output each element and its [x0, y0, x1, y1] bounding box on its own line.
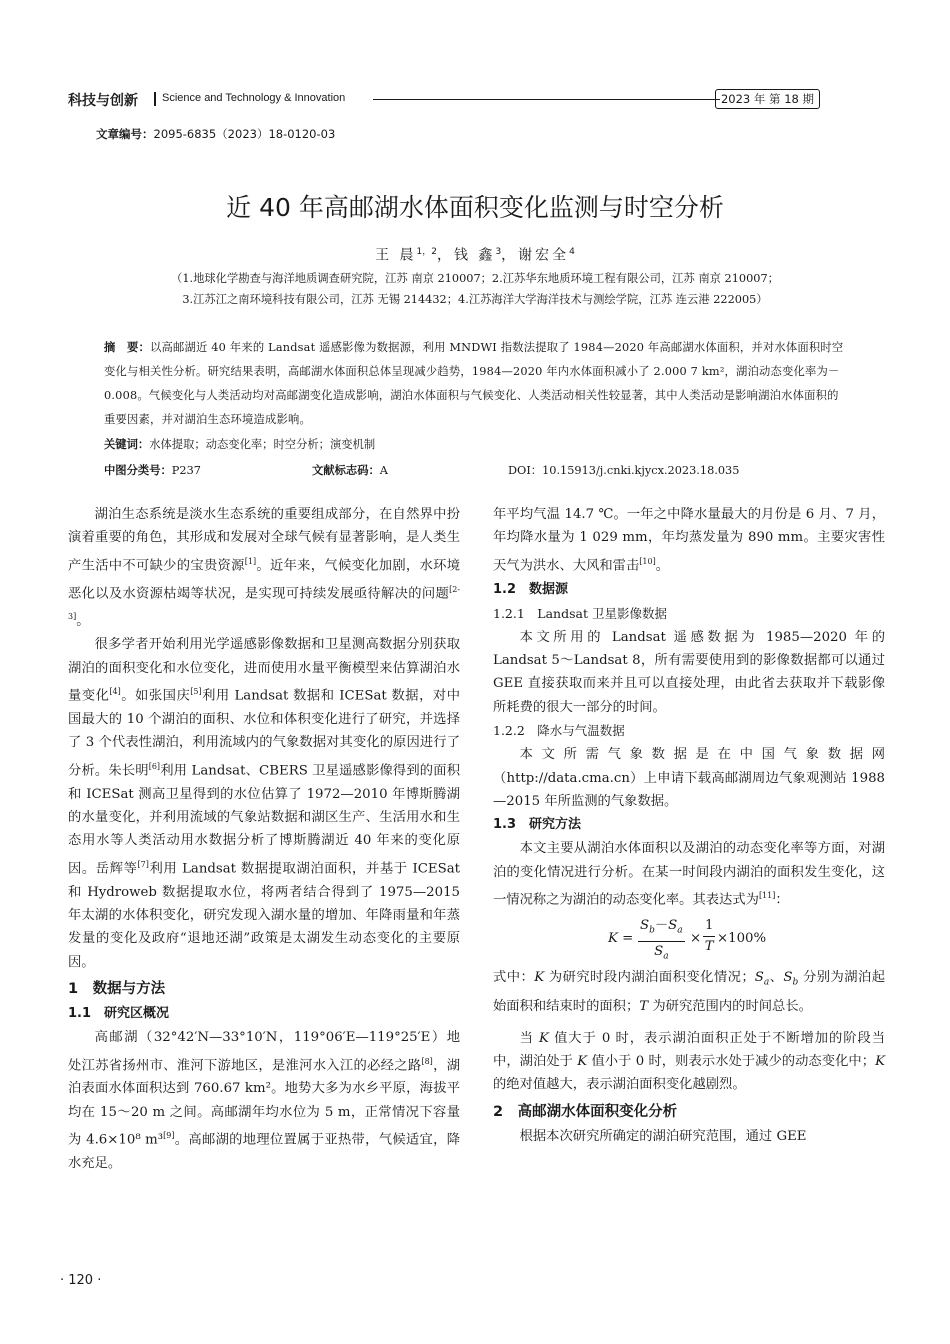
subscript: b: [792, 977, 799, 988]
article-number: [96, 126, 335, 142]
abstract: [104, 336, 844, 432]
citation: [10]: [639, 556, 656, 566]
formula-numerator: 1: [703, 916, 715, 937]
section-heading-1-1: 1.1 研究区概况: [68, 1006, 170, 1022]
text: 值小于 0 时，则表示水处于减少的动态变化中；: [587, 1054, 876, 1069]
formula-denominator: [703, 937, 715, 957]
citation: [6]: [148, 761, 161, 771]
paragraph: [68, 503, 460, 633]
keywords-text: 水体提取；动态变化率；时空分析；演变机制: [149, 438, 376, 451]
formula-sub: a: [663, 951, 669, 962]
text: 很多学者开始利用光学遥感影像数据和卫星测高数据分别获取湖泊的面积变化和水位变化，进而使用水量平衡模型来估算湖泊水量变化: [68, 637, 460, 704]
text: 。: [76, 613, 90, 629]
text: 利用 Landsat 数据和 ICESat 数据，对中国最大的 10 个湖泊的面积、水位和体积变化进行了研究，并选择了 3 个代表性湖泊，利用流域内的气象数据对其变化的原因进行了分析。朱长明: [68, 688, 460, 779]
var-sb: S: [783, 970, 793, 986]
formula-k: K: [608, 931, 618, 947]
keywords: [104, 436, 375, 452]
text: 本文主要从湖泊水体面积以及湖泊的动态变化率等方面，对湖泊的变化情况进行分析。在某一时间段内湖泊的面积发生变化，这一情况称之为湖泊的动态变化率。其表达式为: [493, 841, 885, 908]
text: 。: [655, 558, 669, 574]
section-heading-1: 1 数据与方法: [68, 981, 166, 998]
text: 利用 Landsat、CBERS 卫星遥感影像得到的面积和 ICESat 测高卫星得到的水位估算了 1972—2010 年博斯腾湖的水量变化，并利用流域的气象站数据和湖区生产、生活用水和生态用水等人类活动用水数据分析了博斯腾湖近 40 年来的变化原因。岳辉等: [68, 763, 461, 877]
author-1-affil: 1，2: [416, 247, 437, 257]
abstract-text: 以高邮湖近 40 年来的 Landsat 遥感影像为数据源，利用 MNDWI 指数法提取了 1984—2020 年高邮湖水体面积，并对水体面积时空变化与相关性分析。研究结果表明，高邮湖水体面积总体呈现减少趋势，1984—2020 年内水体面积减小了 2.000 7 km²，湖泊动态变化率为－0.008。气候变化与人类活动均对高邮湖变化造成影响，湖泊水体面积与气候变化、人类活动相关性较显著，其中人类活动是影响湖泊水体面积的重要因素，并对湖泊生态环境造成影响。: [104, 341, 844, 426]
var-t: T: [639, 999, 649, 1015]
citation: [11]: [758, 891, 776, 901]
citation: [8]: [421, 1056, 433, 1066]
author-3: 谢宏全: [518, 247, 570, 264]
author-2: 钱 鑫: [453, 247, 496, 264]
var-k: K: [875, 1054, 885, 1069]
author-list: [0, 244, 950, 265]
journal-name-cn: 科技与创新: [68, 93, 138, 109]
dynamic-change-rate-formula: [493, 912, 885, 966]
citation: [7]: [137, 859, 149, 869]
formula-fraction-1: [638, 916, 685, 966]
journal-name-en: Science and Technology & Innovation: [162, 92, 346, 104]
doc-code-label: 文献标志码：: [312, 464, 380, 477]
journal-header: [68, 90, 820, 112]
paper-title: 近 40 年高邮湖水体面积变化监测与时空分析: [226, 193, 724, 222]
doc-code-value: A: [379, 464, 388, 477]
article-number-label: 文章编号：: [96, 127, 154, 141]
formula-percent: ×100%: [717, 931, 767, 947]
paragraph: [68, 633, 460, 974]
formula-numerator: [638, 916, 685, 942]
clc-value: P237: [171, 464, 201, 477]
formula-fraction-2: [703, 916, 715, 957]
text: 年平均气温 14.7 ℃。一年之中降水量最大的月份是 6 月、7 月，年均降水量为 1 029 mm，年均蒸发量为 890 mm。主要灾害性天气为洪水、大风和雷击: [493, 507, 885, 574]
formula-sub: b: [649, 925, 655, 936]
author-2-affil: 3: [495, 247, 502, 257]
text: 。高邮湖的地理位置属于亚热带，气候适宜，降水充足。: [68, 1132, 461, 1172]
text: 为研究范围内的时间总长。: [648, 999, 812, 1015]
formula-times: ×: [690, 931, 702, 947]
var-k: K: [538, 1030, 549, 1046]
citation: [5]: [190, 687, 202, 697]
section-heading-1-2-1: 1.2.1 Landsat 卫星影像数据: [493, 605, 667, 621]
text: 利用 Landsat 数据提取湖泊面积，并基于 ICESat 和 Hydroweb 数据提取水位，将两者结合得到了 1975—2015 年太湖的水体积变化，研究发现入湖水量的增加、年降雨量和年蒸发量的变化及政府“退地还湖”政策是太湖发生动态变化的主要原因。: [68, 861, 461, 970]
formula-denominator: [638, 942, 685, 967]
text: 。如张国庆: [120, 688, 191, 704]
issue-badge: 2023 年 第 18 期: [715, 89, 820, 109]
text: 式中：: [493, 970, 535, 986]
section-heading-2: 2 高邮湖水体面积变化分析: [493, 1103, 678, 1120]
formula-t: T: [704, 939, 714, 955]
article-number-value: 2095-6835（2023）18-0120-03: [153, 127, 336, 141]
page-number: · 120 ·: [60, 1273, 102, 1288]
affiliation-line-2: 3.江苏江之南环境科技有限公司，江苏 无锡 214432；4.江苏海洋大学海洋技术与测绘学院，江苏 连云港 222005）: [182, 293, 768, 306]
body-right-column: [493, 503, 885, 1148]
var-k: K: [577, 1054, 588, 1069]
author-separator: ，: [436, 247, 454, 264]
formula-sb: S: [640, 918, 650, 934]
section-heading-1-2-2: 1.2.2 降水与气温数据: [493, 723, 625, 739]
abstract-label: 摘 要：: [104, 341, 150, 354]
text: 为研究时段内湖泊面积变化情况；: [544, 970, 755, 986]
formula-sub: a: [677, 925, 683, 936]
keywords-label: 关键词：: [104, 438, 150, 451]
affiliation-line-1: （1.地球化学勘查与海洋地质调查研究院，江苏 南京 210007；2.江苏华东地质环境工程有限公司，江苏 南京 210007；: [171, 272, 779, 285]
paragraph: [493, 503, 885, 578]
citation: [2-3]: [68, 584, 460, 622]
author-separator: ，: [501, 247, 519, 264]
paragraph: 本文所需气象数据是在中国气象数据网（http://data.cma.cn）上申请下载高邮湖周边气象观测站 1988—2015 年所监测的气象数据。: [493, 747, 885, 810]
text: 当: [519, 1030, 539, 1046]
paragraph: [493, 1027, 885, 1097]
formula-sa: S: [654, 943, 664, 959]
header-divider: [154, 92, 156, 106]
text: 。近年来，气候变化加剧，水环境恶化以及水资源枯竭等状况，是实现可持续发展亟待解决的问题: [68, 558, 461, 602]
paragraph: 根据本次研究所确定的湖泊研究范围，通过 GEE: [519, 1128, 807, 1144]
paragraph: [68, 1026, 460, 1175]
text: 值大于 0 时，表示湖泊面积正处于不断增加的阶段当中，湖泊处于: [493, 1030, 885, 1069]
text: 的绝对值越大，表示湖泊面积变化越剧烈。: [493, 1077, 746, 1093]
var-k: K: [534, 970, 545, 986]
subscript: a: [763, 977, 770, 988]
formula-sa: S: [668, 918, 678, 934]
citation: [1]: [244, 556, 257, 566]
clc-field: [104, 462, 201, 478]
formula-minus: －: [654, 918, 669, 934]
author-1: 王 晨: [375, 247, 417, 264]
citation: [4]: [109, 687, 121, 697]
text: 分别为湖泊起始面积和结束时的面积；: [493, 970, 886, 1015]
body-left-column: [68, 503, 460, 1176]
section-heading-1-3: 1.3 研究方法: [493, 817, 582, 833]
paragraph: [493, 837, 885, 912]
text: 高邮湖（32°42′N—33°10′N，119°06′E—119°25′E）地处江苏省扬州市、淮河下游地区，是淮河水入江的必经之路: [68, 1030, 460, 1074]
section-heading-1-2: 1.2 数据源: [493, 581, 569, 597]
paragraph: 本文所用的 Landsat 遥感数据为 1985—2020 年的 Landsat 5～Landsat 8，所有需要使用到的影像数据都可以通过 GEE 直接获取而来并且可以直接处理，由此省去获取并下载影像所耗费的很大一部分的时间。: [493, 629, 885, 715]
clc-label: 中图分类号：: [104, 464, 172, 477]
author-3-affil: 4: [569, 247, 575, 257]
text: 、: [769, 970, 784, 986]
formula-lhs: [608, 927, 633, 950]
doi: DOI：10.15913/j.cnki.kjycx.2023.18.035: [508, 464, 740, 477]
citation: [9]: [163, 1131, 175, 1141]
paragraph: [493, 966, 885, 1018]
text: ，湖泊表面水体面积达到 760.67 km²。地势大多为水乡平原，海拔平均在 15～20 m 之间。高邮湖年均水位为 5 m，正常情况下容量为 4.6×10⁸ m³: [68, 1058, 461, 1148]
header-rule: [373, 99, 720, 100]
var-sa: S: [754, 970, 764, 986]
formula-equals: =: [622, 931, 634, 947]
text: 湖泊生态系统是淡水生态系统的重要组成部分，在自然界中扮演着重要的角色，其形成和发展对全球气候有显著影响，是人类生产生活中不可缺少的宝贵资源: [68, 507, 460, 574]
text: ：: [775, 892, 789, 908]
doc-code-field: [312, 462, 388, 478]
